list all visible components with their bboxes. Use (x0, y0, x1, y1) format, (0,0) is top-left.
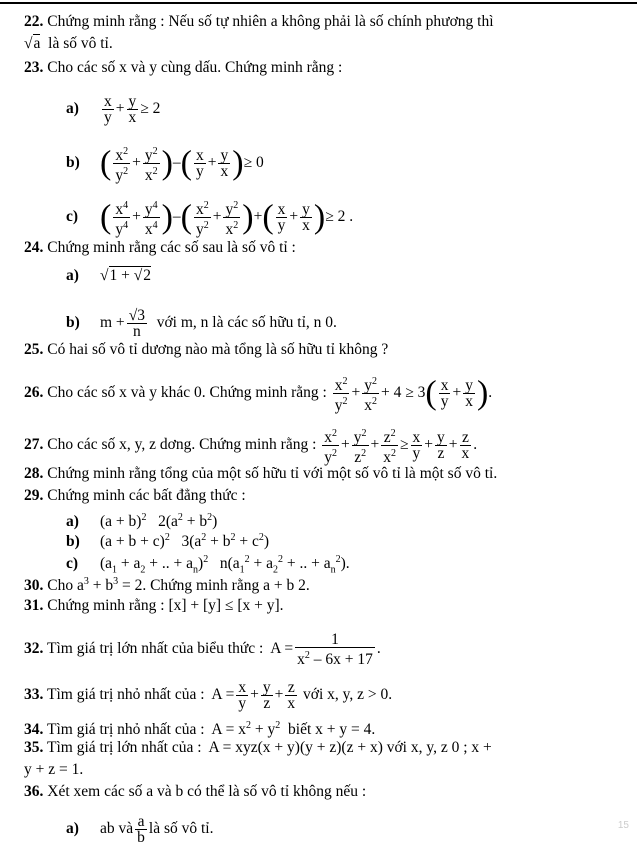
q23: 23. Cho các số x và y cùng dấu. Chứng minh rằng : (24, 59, 343, 76)
q23-a: a) $\frac{x}{y}$ + $\frac{y}{x}$ ≥ 2 (66, 93, 161, 126)
q29-b: b) $(a + b + c)^2$ $3(a^2 + b^2 + c^2)$ (66, 532, 270, 551)
q35: 35. Tìm giá trị lớn nhất của : A = xyz(x + y)(y + z)(z + x) với x, y, z 0 ; x + (24, 739, 492, 756)
q33: 33. Tìm giá trị nhỏ nhất của : A = $\frac{x}{y}$ + $\frac{y}{z}$ + $\frac{z}{x}$ với x, y, z > 0. (24, 679, 393, 712)
q24-a: a) √1 + √2 (66, 267, 152, 284)
q26: 26. Cho các số x và y khác 0. Chứng minh rằng : $\frac{x^2}{y^2}$ + $\frac{y^2}{x^2}$ + 4 ≥ 3( $\frac{x}{y}$ + $\frac{y}{x}$ ). (24, 374, 493, 415)
q27: 27. Cho các số x, y, z dơng. Chứng minh rằng : $\frac{x^2}{y^2}$ + $\frac{y^2}{z^2}$ + $\frac{z^2}{x^2}$ ≥ $\frac{x}{y}$ + $\frac{y}{z}$ + $\frac{z}{x}$ . (24, 428, 478, 467)
q36: 36. Xét xem các số a và b có thể là số vô tỉ không nếu : (24, 783, 367, 800)
q24: 24. Chứng minh rằng các số sau là số vô tỉ : (24, 239, 296, 256)
q25: 25. Có hai số vô tỉ dương nào mà tổng là số hữu tỉ không ? (24, 341, 389, 358)
q34: 34. Tìm giá trị nhỏ nhất của : $A = x^2 + y^2$ biết x + y = 4. (24, 720, 376, 739)
q30: 30. Cho $a^3 + b^3 = 2$. Chứng minh rằng a + b 2. (24, 576, 310, 595)
top-rule (0, 2, 637, 4)
q29: 29. Chứng minh các bất đẳng thức : (24, 487, 246, 504)
q22-cont: √a là số vô tỉ. (24, 35, 113, 52)
q29-c: c) ($a_1 + a_2$ + .. + $a_n)^2$ $n(a_1^2 + a_2^2$ + .. + $a_n^2$). (66, 554, 350, 576)
q36-a: a) ab và $\frac{a}{b}$ là số vô tỉ. (66, 813, 214, 846)
q29-a: a) $(a + b)^2$ $2(a^2 + b^2)$ (66, 512, 218, 531)
q32: 32. Tìm giá trị lớn nhất của biểu thức : A = $\frac{1}{x^2 - 6x + 17}$ . (24, 631, 381, 669)
page-number: 15 (617, 820, 629, 831)
q35-cont: y + z = 1. (24, 761, 84, 778)
q23-c: c) ( $\frac{x^4}{y^4}$ + $\frac{y^4}{x^4}$ )–( $\frac{x^2}{y^2}$ + $\frac{y^2}{x^2}$ )+( $\frac{x}{y}$ + $\frac{y}{x}$ )≥ 2 . (66, 198, 354, 239)
q23-b: b) ( $\frac{x^2}{y^2}$ + $\frac{y^2}{x^2}$ )–( $\frac{x}{y}$ + $\frac{y}{x}$ )≥ 0 (66, 144, 264, 185)
q22: 22. Chứng minh rằng : Nếu số tự nhiên a không phải là số chính phương thì (24, 13, 494, 30)
q31: 31. Chứng minh rằng : [x] + [y] ≤ [x + y]. (24, 597, 284, 614)
q24-b: b) m + $\frac{√3}{n}$ với m, n là các số hữu tỉ, n 0. (66, 307, 337, 340)
q28: 28. Chứng minh rằng tổng của một số hữu tỉ với một số vô tỉ là một số vô tỉ. (24, 465, 498, 482)
